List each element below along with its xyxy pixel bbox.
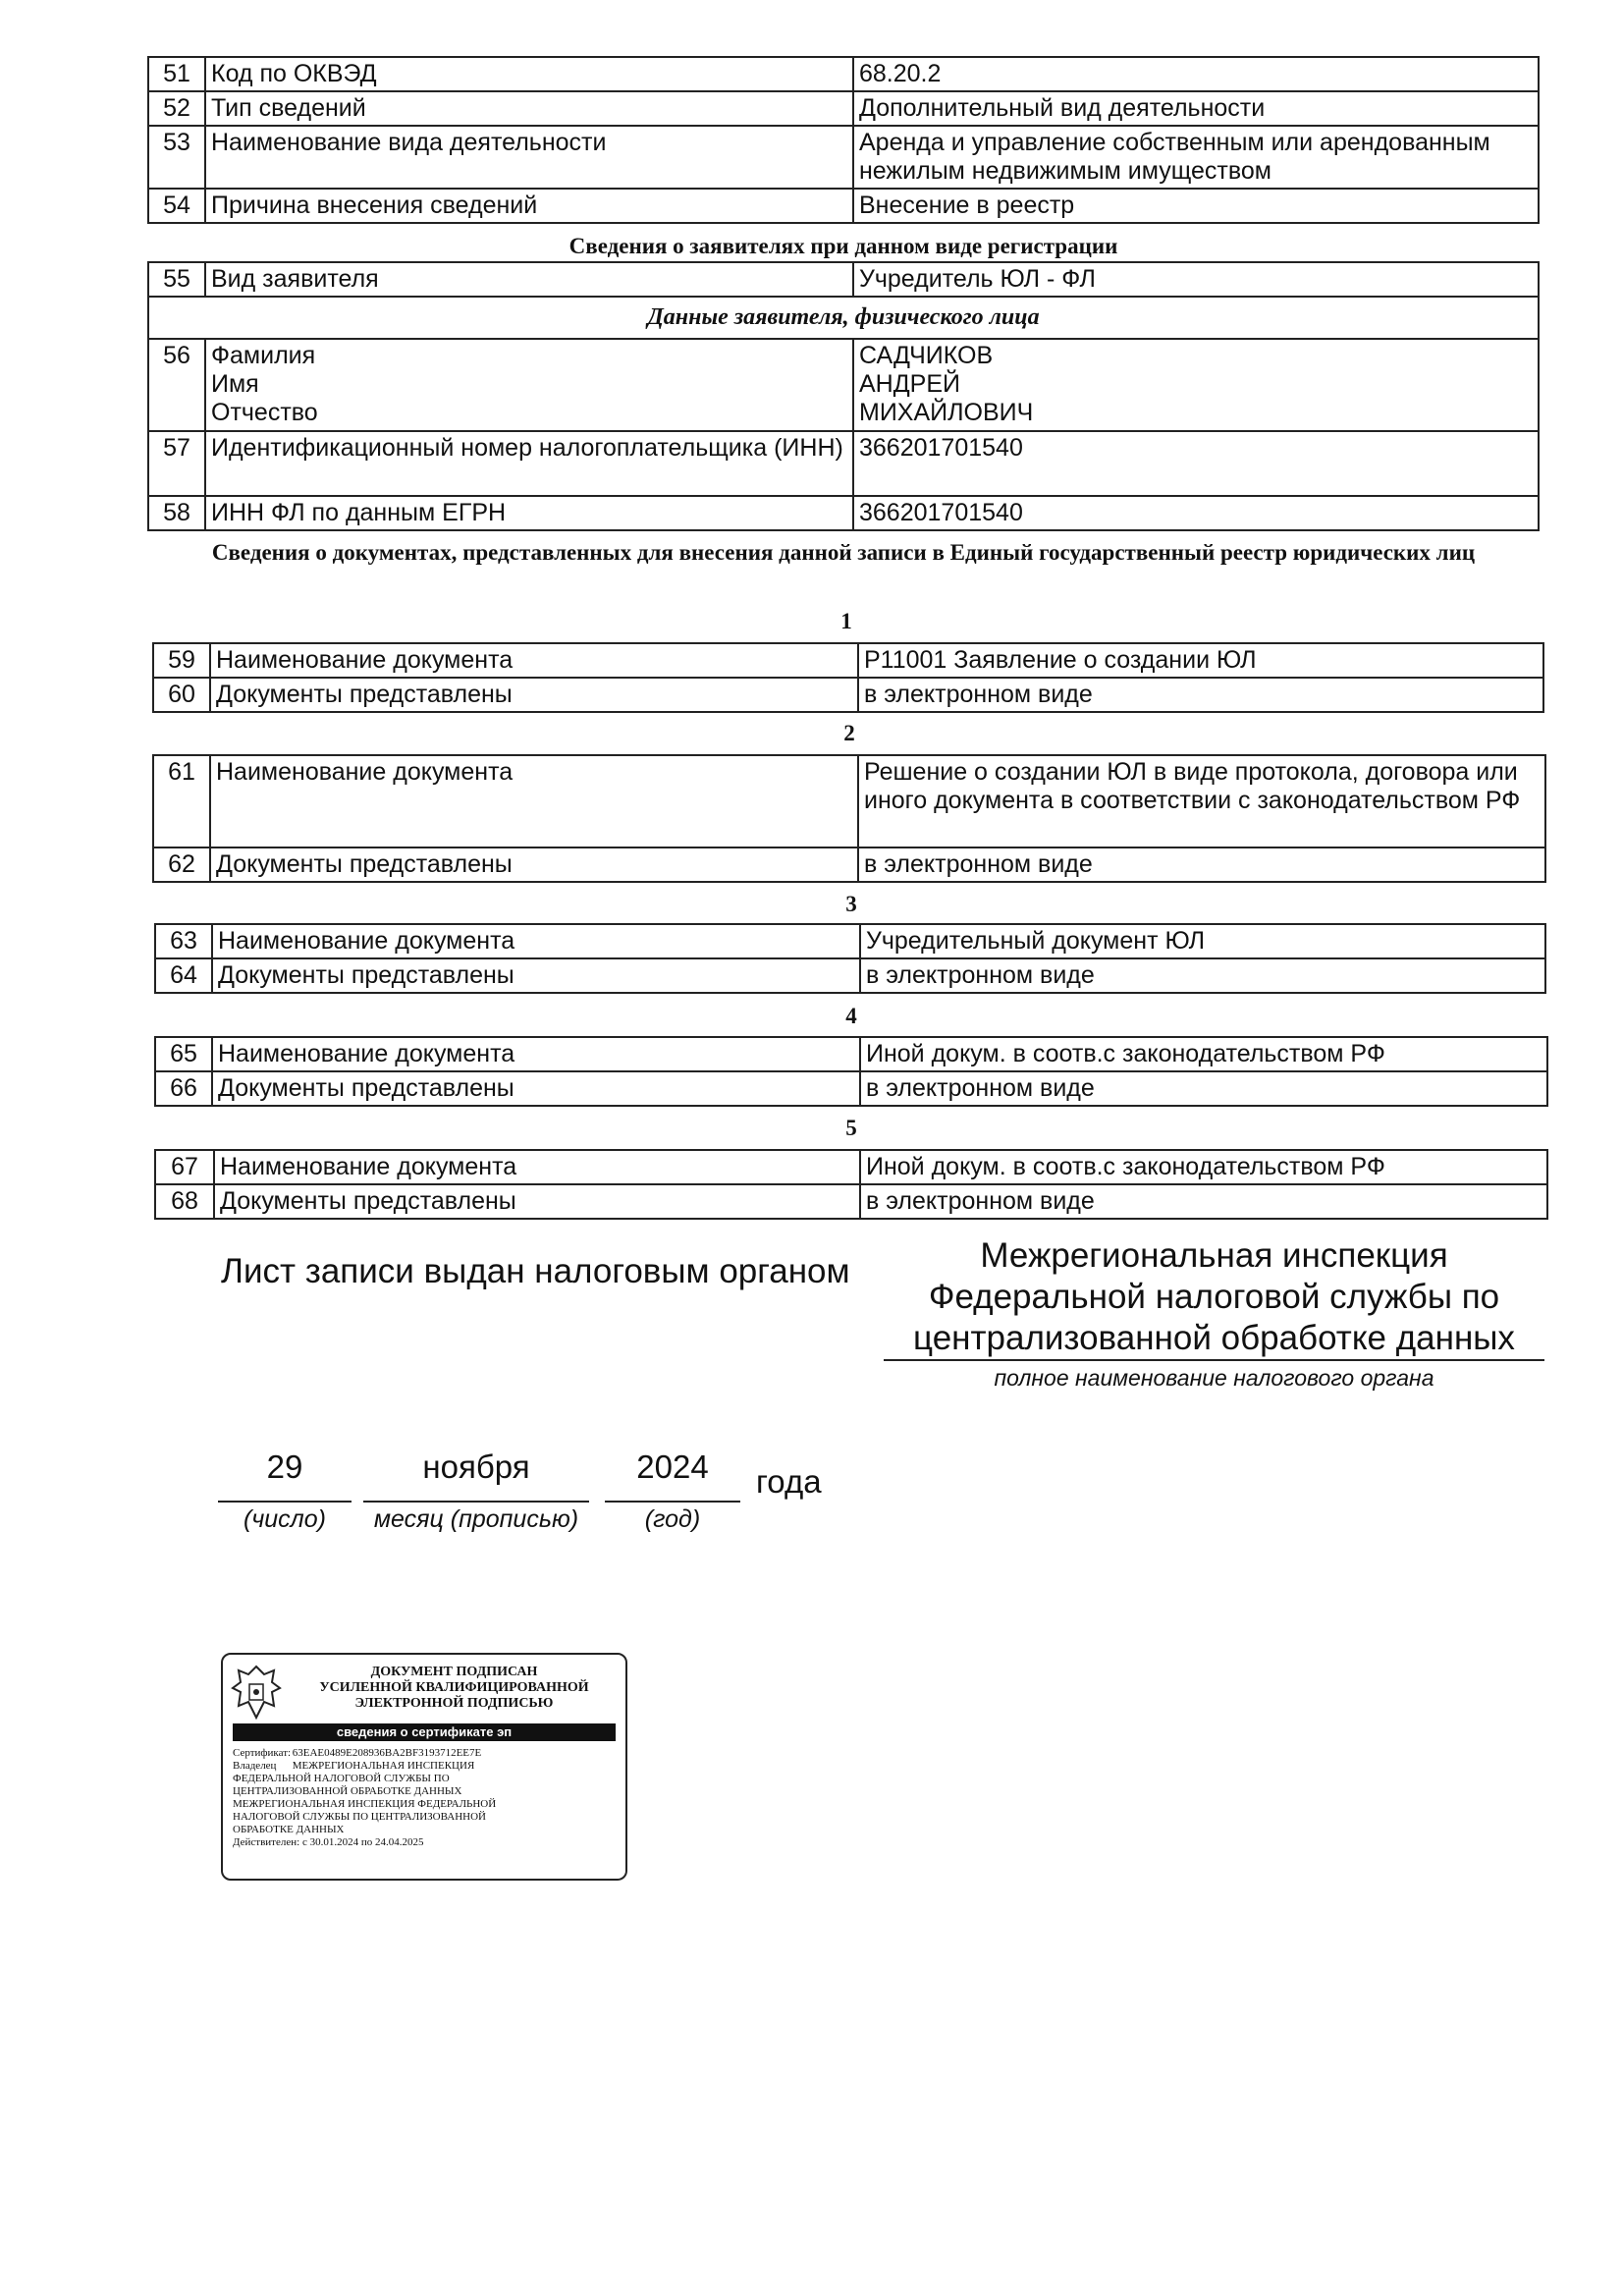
table-row [148,126,1539,189]
row-number: 68 [155,1184,214,1219]
row-value: в электронном виде [860,958,1545,993]
row-value: Р11001 Заявление о создании ЮЛ [858,643,1543,678]
row-label: Наименование вида деятельности [205,126,853,189]
row-label: Документы представлены [212,1071,860,1106]
table-row [153,678,1543,712]
applicant-subheading: Данные заявителя, физического лица [148,297,1539,339]
row-value: Аренда и управление собственным или арендованным нежилым недвижимым имуществом [853,126,1539,189]
owner-label: Владелец [233,1760,277,1772]
tax-authority-name: Межрегиональная инспекция Федеральной налоговой службы по централизованной обработке данных [913,1236,1515,1357]
table-row [153,847,1545,882]
document-table [152,642,1544,713]
table-row [148,189,1539,223]
table-row [155,1184,1547,1219]
row-label: Фамилия Имя Отчество [205,339,853,431]
row-value: САДЧИКОВ АНДРЕЙ МИХАЙЛОВИЧ [853,339,1539,431]
date-day: 29 [266,1449,303,1485]
row-label: Вид заявителя [205,262,853,297]
document-table [154,923,1546,994]
row-number: 53 [148,126,205,189]
table-row [148,431,1539,496]
date-day-caption: (число) [243,1505,326,1533]
row-label: Тип сведений [205,91,853,126]
row-number: 52 [148,91,205,126]
table-row [148,339,1539,431]
row-label: Документы представлены [214,1184,860,1219]
stamp-owner-line [233,1760,618,1773]
row-label: Код по ОКВЭД [205,57,853,91]
row-value: Дополнительный вид деятельности [853,91,1539,126]
row-value: Иной докум. в соотв.с законодательством РФ [860,1150,1547,1184]
row-value: Внесение в реестр [853,189,1539,223]
row-number: 64 [155,958,212,993]
row-label: Наименование документа [210,643,858,678]
certificate-label: Сертификат: [233,1747,292,1759]
electronic-signature-stamp [221,1653,627,1881]
document-table [154,1036,1548,1107]
table-row [148,91,1539,126]
table-row [148,57,1539,91]
row-label: Наименование документа [212,924,860,958]
row-label: ИНН ФЛ по данным ЕГРН [205,496,853,530]
applicants-heading: Сведения о заявителях при данном виде регистрации [568,234,1118,258]
date-year: 2024 [636,1449,709,1485]
document-index: 4 [845,1004,857,1028]
row-value: в электронном виде [858,678,1543,712]
row-number: 66 [155,1071,212,1106]
row-label: Документы представлены [210,678,858,712]
document-index: 2 [843,721,855,745]
row-label: Наименование документа [214,1150,860,1184]
row-number: 58 [148,496,205,530]
row-label: Документы представлены [212,958,860,993]
table-row [153,755,1545,847]
documents-heading: Сведения о документах, представленных для внесения данной записи в Единый государственный реестр юридических лиц [211,540,1476,565]
row-value: 68.20.2 [853,57,1539,91]
row-number: 56 [148,339,205,431]
stamp-details [233,1747,618,1849]
owner-first-line: МЕЖРЕГИОНАЛЬНАЯ ИНСПЕКЦИЯ [292,1760,475,1772]
document-index: 5 [845,1116,857,1140]
row-label: Документы представлены [210,847,858,882]
row-number: 55 [148,262,205,297]
table-row [148,496,1539,530]
row-number: 67 [155,1150,214,1184]
date-day-underline [218,1501,352,1503]
row-number: 54 [148,189,205,223]
row-value: 366201701540 [853,431,1539,496]
stamp-certificate-line [233,1747,618,1760]
row-value: Решение о создании ЮЛ в виде протокола, договора или иного документа в соответствии с законодательством РФ [858,755,1545,847]
row-number: 57 [148,431,205,496]
stamp-certificate-bar: сведения о сертификате эп [233,1723,616,1741]
row-value: Иной докум. в соотв.с законодательством РФ [860,1037,1547,1071]
applicant-table [147,261,1540,531]
table-row [155,958,1545,993]
row-value: Учредительный документ ЮЛ [860,924,1545,958]
document-table [154,1149,1548,1220]
validity-label: Действителен: [233,1836,300,1848]
date-month-caption: месяц (прописью) [373,1505,579,1533]
row-value: в электронном виде [860,1184,1547,1219]
row-label: Идентификационный номер налогоплательщика (ИНН) [205,431,853,496]
row-number: 63 [155,924,212,958]
row-number: 60 [153,678,210,712]
table-row [155,924,1545,958]
stamp-validity-line [233,1836,618,1849]
row-label: Наименование документа [212,1037,860,1071]
table-row [155,1037,1547,1071]
stamp-title: ДОКУМЕНТ ПОДПИСАН УСИЛЕННОЙ КВАЛИФИЦИРОВАННОЙ ЭЛЕКТРОННОЙ ПОДПИСЬЮ [319,1665,589,1711]
authority-caption: полное наименование налогового органа [994,1365,1434,1391]
validity-value: с 30.01.2024 по 24.04.2025 [301,1836,424,1848]
activity-table [147,56,1540,224]
document-index: 1 [840,609,852,633]
date-month: ноября [422,1449,530,1485]
row-label: Наименование документа [210,755,858,847]
date-year-underline [605,1501,740,1503]
document-index: 3 [845,892,857,916]
table-row [155,1071,1547,1106]
row-value: Учредитель ЮЛ - ФЛ [853,262,1539,297]
row-value: 366201701540 [853,496,1539,530]
row-value: в электронном виде [858,847,1545,882]
row-number: 61 [153,755,210,847]
table-row [148,262,1539,297]
row-value: в электронном виде [860,1071,1547,1106]
authority-underline [884,1359,1544,1361]
coat-of-arms-icon [231,1663,282,1723]
table-subheading-row [148,297,1539,339]
date-month-underline [363,1501,589,1503]
row-number: 62 [153,847,210,882]
certificate-value: 63EAE0489E208936BA2BF3193712EE7E [292,1747,482,1759]
row-number: 59 [153,643,210,678]
row-number: 51 [148,57,205,91]
document-table [152,754,1546,883]
table-row [153,643,1543,678]
issued-label: Лист записи выдан налоговым органом [221,1252,850,1290]
row-number: 65 [155,1037,212,1071]
date-year-caption: (год) [644,1505,701,1533]
date-suffix: года [756,1463,822,1500]
row-label: Причина внесения сведений [205,189,853,223]
table-row [155,1150,1547,1184]
owner-rest: ФЕДЕРАЛЬНОЙ НАЛОГОВОЙ СЛУЖБЫ ПО ЦЕНТРАЛИЗОВАННОЙ ОБРАБОТКЕ ДАННЫХ МЕЖРЕГИОНАЛЬНАЯ ИНСПЕКЦИЯ ФЕДЕРАЛЬНОЙ НАЛОГОВОЙ СЛУЖБЫ ПО ЦЕНТРАЛИЗОВАННОЙ ОБРАБОТКЕ ДАННЫХ [233,1773,497,1835]
